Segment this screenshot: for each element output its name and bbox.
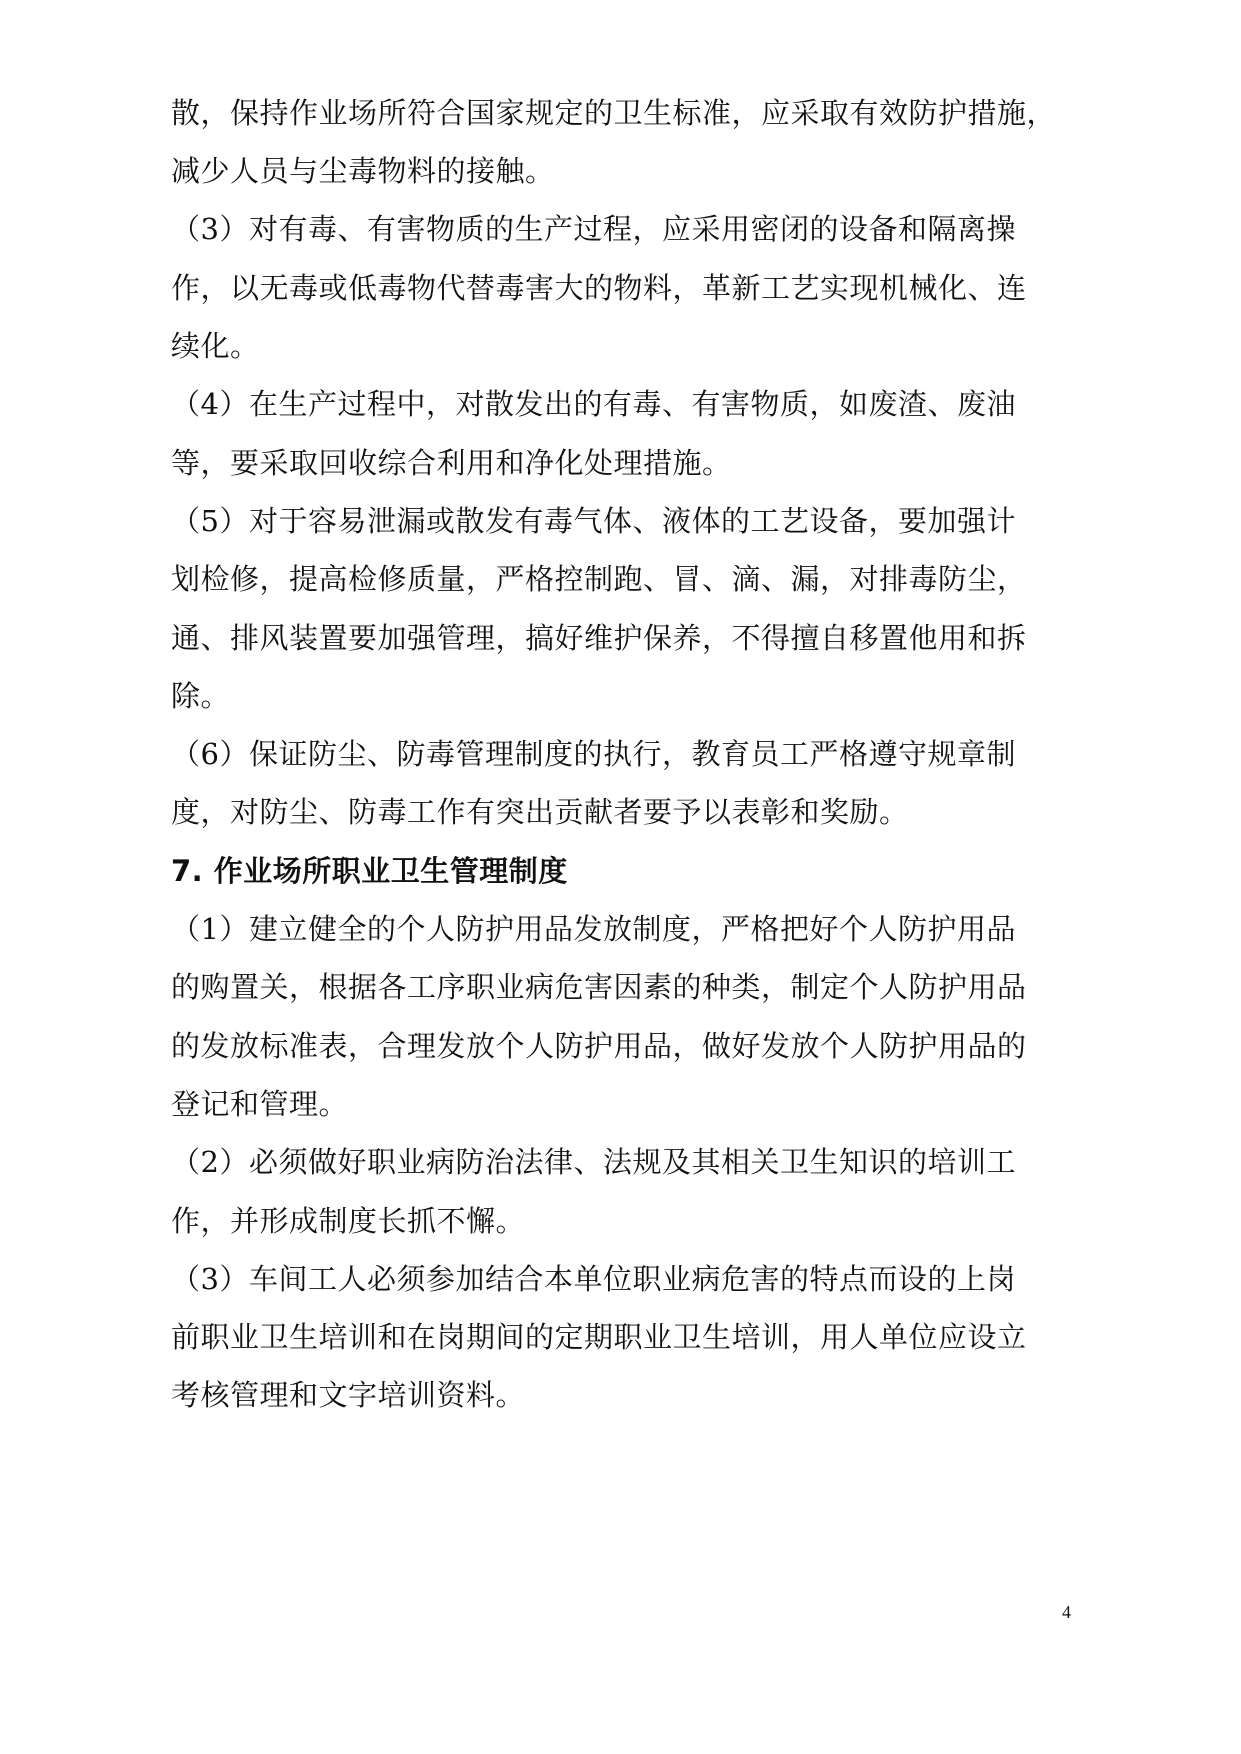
body-text-line: （2）必须做好职业病防治法律、法规及其相关卫生知识的培训工 bbox=[171, 1145, 1016, 1179]
body-text-line: 划检修，提高检修质量，严格控制跑、冒、滴、漏，对排毒防尘， bbox=[171, 562, 1027, 596]
section-heading: 7. 作业场所职业卫生管理制度 bbox=[171, 854, 568, 888]
body-text-line: 的购置关，根据各工序职业病危害因素的种类，制定个人防护用品 bbox=[171, 970, 1027, 1004]
body-text-line: （3）对有毒、有害物质的生产过程，应采用密闭的设备和隔离操 bbox=[171, 212, 1016, 246]
body-text-line: （5）对于容易泄漏或散发有毒气体、液体的工艺设备，要加强计 bbox=[171, 504, 1016, 538]
body-text-line: （1）建立健全的个人防护用品发放制度，严格把好个人防护用品 bbox=[171, 912, 1016, 946]
body-text-line: 登记和管理。 bbox=[171, 1087, 349, 1121]
body-text-line: 续化。 bbox=[171, 329, 260, 363]
body-text-line: 散，保持作业场所符合国家规定的卫生标准，应采取有效防护措施， bbox=[171, 96, 1057, 130]
body-text-line: 作，并形成制度长抓不懈。 bbox=[171, 1204, 526, 1238]
body-text-line: 除。 bbox=[171, 679, 231, 713]
body-text-line: 考核管理和文字培训资料。 bbox=[171, 1378, 526, 1412]
body-text-line: 前职业卫生培训和在岗期间的定期职业卫生培训，用人单位应设立 bbox=[171, 1320, 1027, 1354]
body-text-line: （6）保证防尘、防毒管理制度的执行，教育员工严格遵守规章制 bbox=[171, 737, 1016, 771]
body-text-line: 度，对防尘、防毒工作有突出贡献者要予以表彰和奖励。 bbox=[171, 795, 909, 829]
body-text-line: 作，以无毒或低毒物代替毒害大的物料，革新工艺实现机械化、连 bbox=[171, 271, 1027, 305]
body-text-line: 减少人员与尘毒物料的接触。 bbox=[171, 154, 555, 188]
page-number: 4 bbox=[1062, 1602, 1071, 1622]
body-text-line: 通、排风装置要加强管理，搞好维护保养，不得擅自移置他用和拆 bbox=[171, 621, 1027, 655]
body-text-line: 的发放标准表，合理发放个人防护用品，做好发放个人防护用品的 bbox=[171, 1029, 1027, 1063]
body-text-line: （3）车间工人必须参加结合本单位职业病危害的特点而设的上岗 bbox=[171, 1262, 1016, 1296]
body-text-line: （4）在生产过程中，对散发出的有毒、有害物质，如废渣、废油 bbox=[171, 387, 1016, 421]
body-text-line: 等，要采取回收综合利用和净化处理措施。 bbox=[171, 446, 732, 480]
